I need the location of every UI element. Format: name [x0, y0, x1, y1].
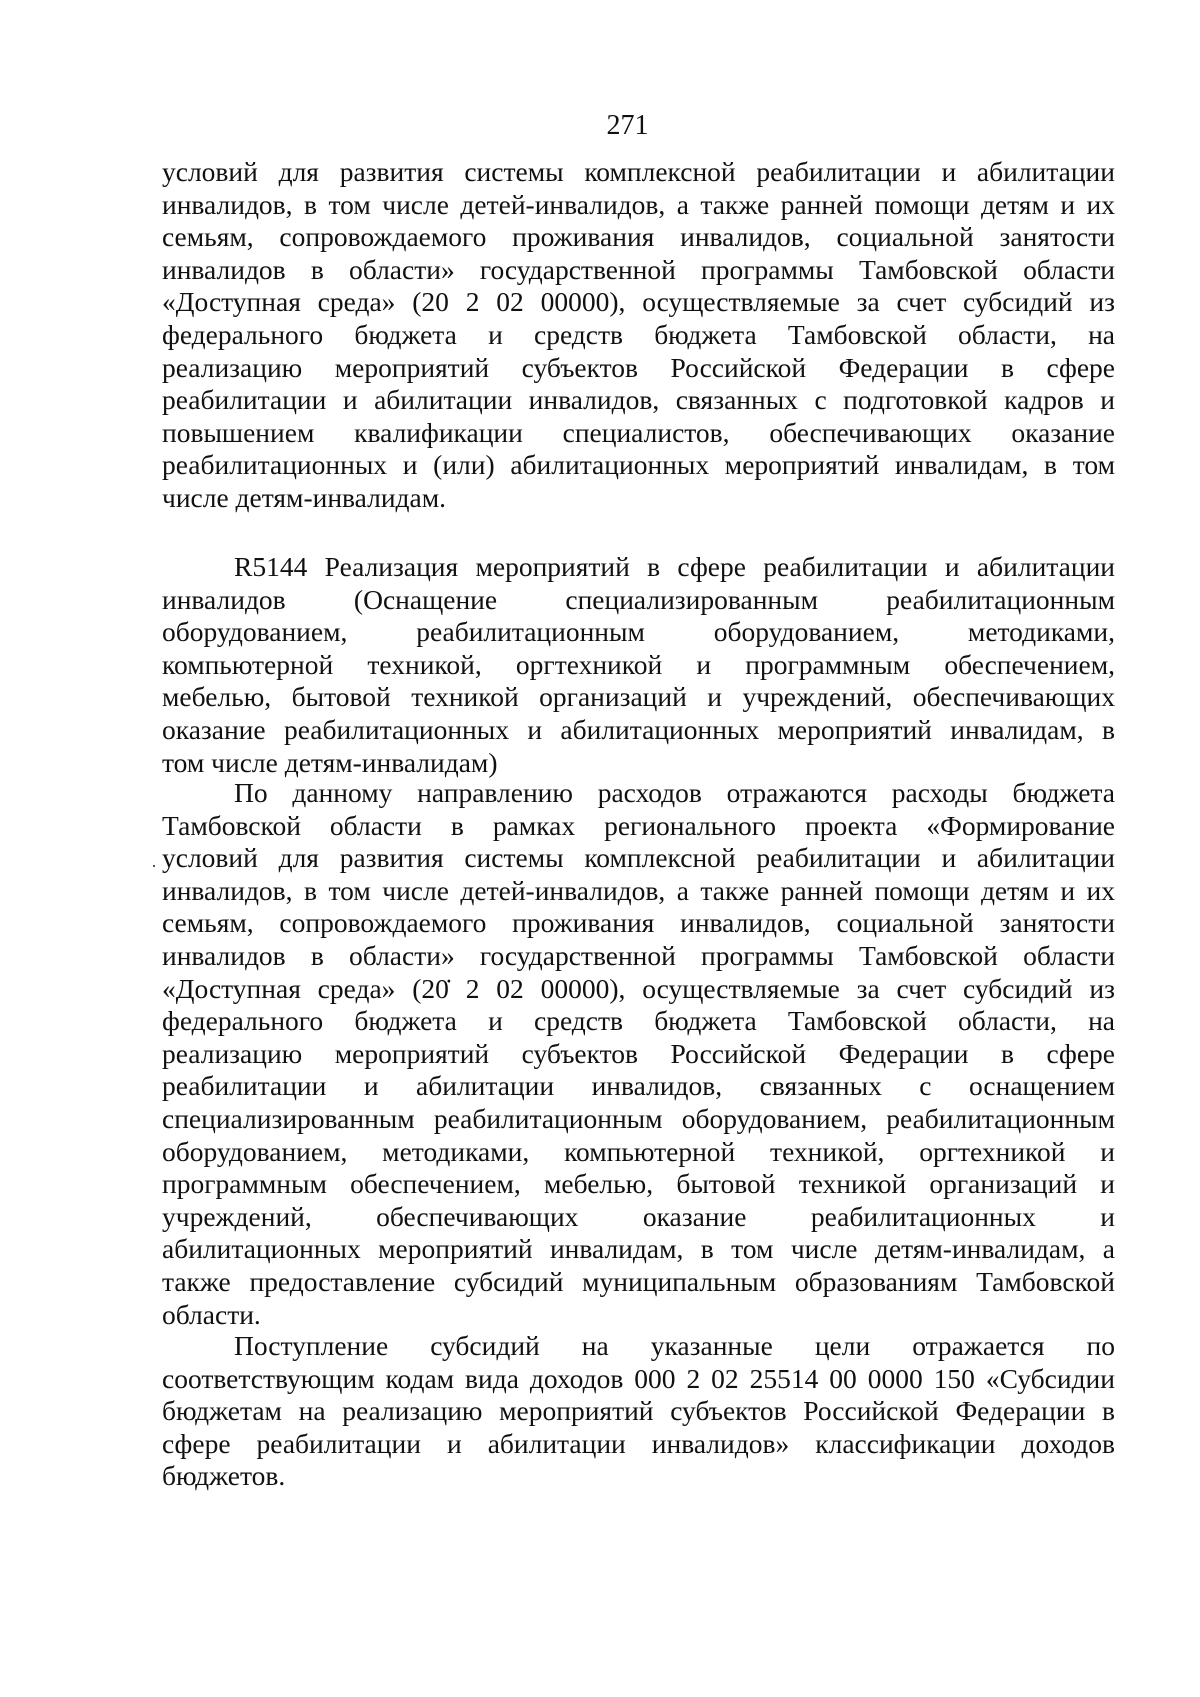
text-line: условий для развития системы комплексной реабилитации и абилитации [162, 156, 1115, 187]
text-line: компьютерной техникой, оргтехникой и программным обеспечением, [162, 648, 1115, 680]
text-line: инвалидов, в том числе детей-инвалидов, а также ранней помощи детям и их [162, 874, 1115, 906]
text-line: специализированным реабилитационным оборудованием, реабилитационным [162, 1102, 1115, 1134]
paragraph-continuation [162, 156, 1115, 515]
text-line: оказание реабилитационных и абилитационных мероприятий инвалидам, в [162, 713, 1115, 745]
text-line: сфере реабилитации и абилитации инвалидов» классификации доходов [162, 1427, 1115, 1459]
text-line: Поступление субсидий на указанные цели отражается по [234, 1330, 1115, 1361]
text-line: По данному направлению расходов отражаются расходы бюджета [234, 777, 1115, 808]
text-line: семьям, сопровождаемого проживания инвалидов, социальной занятости [162, 221, 1115, 253]
text-line: инвалидов (Оснащение специализированным реабилитационным [162, 583, 1115, 615]
text-line: инвалидов, в том числе детей-инвалидов, а также ранней помощи детям и их [162, 188, 1115, 220]
text-line: R5144 Реализация мероприятий в сфере реабилитации и абилитации [234, 551, 1115, 582]
scan-speck [153, 865, 155, 867]
text-line: оборудованием, методиками, компьютерной техникой, оргтехникой и [162, 1135, 1115, 1167]
text-line: бюджетам на реализацию мероприятий субъектов Российской Федерации в [162, 1395, 1115, 1427]
section-heading-r5144 [162, 551, 1115, 779]
text-line: реализацию мероприятий субъектов Российской Федерации в сфере [162, 351, 1115, 383]
text-line: условий для развития системы комплексной реабилитации и абилитации [162, 842, 1115, 874]
text-line: семьям, сопровождаемого проживания инвалидов, социальной занятости [162, 907, 1115, 939]
text-line: бюджетов. [162, 1460, 286, 1492]
text-line: соответствующим кодам вида доходов 000 2 02 25514 00 0000 150 «Субсидии [162, 1362, 1115, 1394]
text-line: инвалидов в области» государственной программы Тамбовской области [162, 939, 1115, 971]
text-line: абилитационных мероприятий инвалидам, в том числе детям-инвалидам, а [162, 1233, 1115, 1265]
text-line: программным обеспечением, мебелью, бытовой техникой организаций и [162, 1168, 1115, 1200]
text-line: «Доступная среда» (20 2 02 00000), осуществляемые за счет субсидий из [162, 286, 1115, 318]
text-line: числе детям-инвалидам. [162, 481, 447, 513]
page-number: 271 [606, 110, 649, 141]
text-line: реабилитации и абилитации инвалидов, связанных с подготовкой кадров и [162, 384, 1115, 416]
text-line: федерального бюджета и средств бюджета Тамбовской области, на [162, 1005, 1115, 1037]
paragraph-revenue [162, 1330, 1115, 1493]
text-line: повышением квалификации специалистов, обеспечивающих оказание [162, 416, 1115, 448]
text-line: реабилитации и абилитации инвалидов, связанных с оснащением [162, 1070, 1115, 1102]
text-line: также предоставление субсидий муниципальным образованиям Тамбовской [162, 1265, 1115, 1297]
paragraph-description [162, 777, 1115, 1331]
text-line: учреждений, обеспечивающих оказание реабилитационных и [162, 1200, 1115, 1232]
text-line: реабилитационных и (или) абилитационных мероприятий инвалидам, в том [162, 449, 1115, 481]
text-line: федерального бюджета и средств бюджета Тамбовской области, на [162, 318, 1115, 350]
text-line: реализацию мероприятий субъектов Российской Федерации в сфере [162, 1037, 1115, 1069]
text-line: Тамбовской области в рамках регионального проекта «Формирование [162, 809, 1115, 841]
text-line: инвалидов в области» государственной программы Тамбовской области [162, 253, 1115, 285]
text-line: области. [162, 1298, 261, 1330]
text-line: мебелью, бытовой техникой организаций и учреждений, обеспечивающих [162, 681, 1115, 713]
text-line: «Доступная среда» (20̇ 2 02 00000), осуществляемые за счет субсидий из [162, 972, 1115, 1004]
text-line: том числе детям-инвалидам) [162, 746, 498, 778]
text-line: оборудованием, реабилитационным оборудованием, методиками, [162, 616, 1115, 648]
